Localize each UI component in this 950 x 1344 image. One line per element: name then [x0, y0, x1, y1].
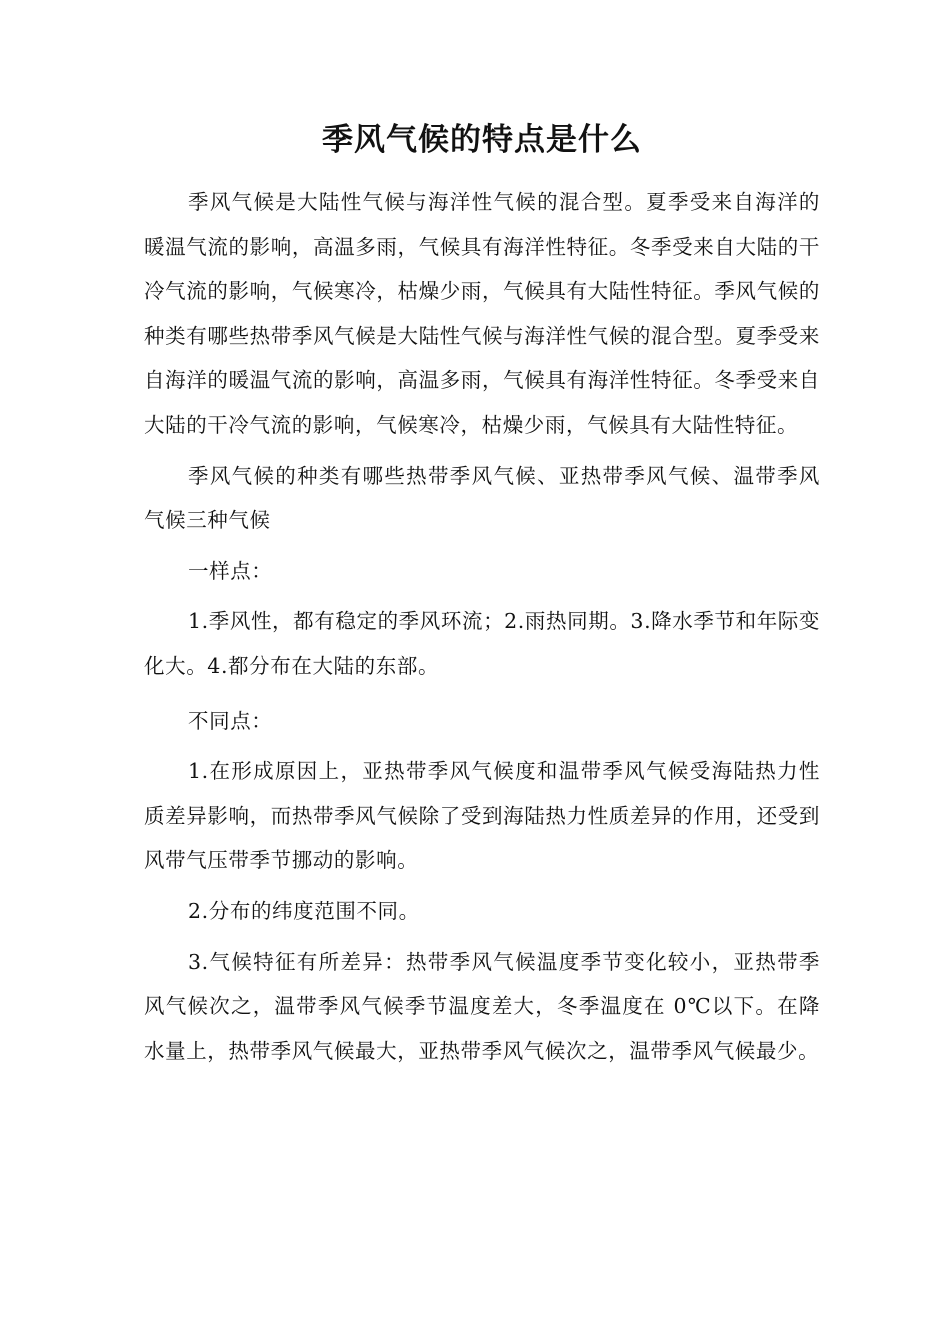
paragraph-types: 季风气候的种类有哪些热带季风气候、亚热带季风气候、温带季风气候三种气候: [144, 463, 820, 533]
document-body: [144, 180, 820, 1079]
paragraph-difference-3: 3.气候特征有所差异：热带季风气候温度季节变化较小，亚热带季风气候次之，温带季风气候季节温度差大，冬季温度在 0℃以下。在降水量上，热带季风气候最大，亚热带季风气候次之，温带季风气候最少。: [144, 949, 820, 1063]
paragraph-intro: 季风气候是大陆性气候与海洋性气候的混合型。夏季受来自海洋的暖温气流的影响，高温多雨，气候具有海洋性特征。冬季受来自大陆的干冷气流的影响，气候寒冷，枯燥少雨，气候具有大陆性特征。季风气候的种类有哪些热带季风气候是大陆性气候与海洋性气候的混合型。夏季受来自海洋的暖温气流的影响，高温多雨，气候具有海洋性特征。冬季受来自大陆的干冷气流的影响，气候寒冷，枯燥少雨，气候具有大陆性特征。: [144, 190, 820, 437]
paragraph-difference-2: 2.分布的纬度范围不同。: [188, 898, 420, 923]
paragraph-similarities-heading: 一样点：: [188, 558, 273, 583]
paragraph-similarities: 1.季风性，都有稳定的季风环流；2.雨热同期。3.降水季节和年际变化大。4.都分布在大陆的东部。: [144, 609, 820, 678]
paragraph-difference-1: 1.在形成原因上，亚热带季风气候度和温带季风气候受海陆热力性质差异影响，而热带季风气候除了受到海陆热力性质差异的作用，还受到风带气压带季节挪动的影响。: [144, 759, 820, 873]
document-title: 季风气候的特点是什么: [322, 122, 642, 158]
paragraph-differences-heading: 不同点：: [188, 708, 273, 733]
